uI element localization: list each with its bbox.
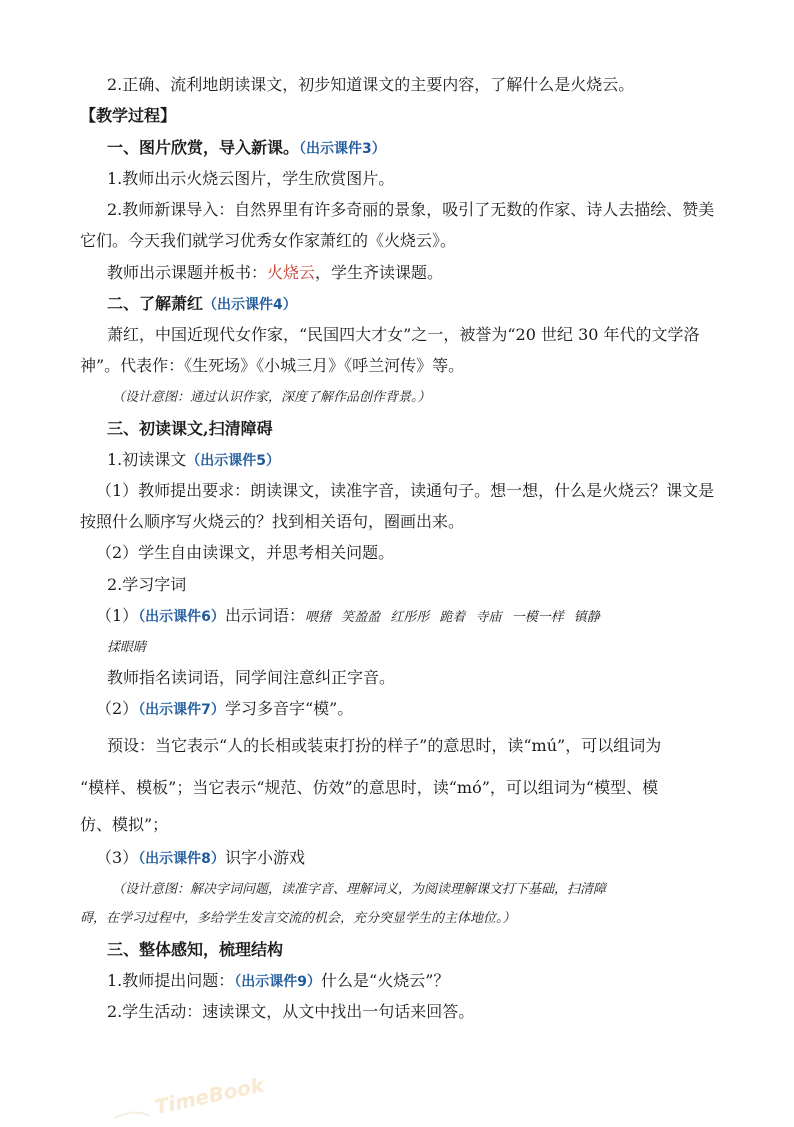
- part1-p1: 1.教师出示火烧云图片，学生欣赏图片。: [107, 169, 395, 188]
- game-line: [96, 847, 305, 870]
- part3-s1-line: [107, 449, 280, 472]
- part1-courseware-tag: （出示课件3）: [299, 141, 386, 157]
- words-list: 喂猪 笑盈盈 红彤彤 跪着 寺庙 一模一样 镇静: [304, 610, 600, 625]
- words-after: 教师指名读词语，同学间注意纠正字音。: [107, 668, 396, 687]
- part4-question-line: [107, 970, 449, 993]
- part3-design-note-1: （设计意图：解决字词问题，读准字音、理解词义，为阅读理解课文打下基础，扫清障: [112, 882, 607, 897]
- part1-heading: 一、图片欣赏，导入新课。: [107, 138, 300, 157]
- preset-line-1: 预设：当它表示“人的长相或装束打扮的样子”的意思时，读“mú”，可以组词为: [107, 736, 662, 755]
- part3-p1b: 按照什么顺序写火烧云的？找到相关语句，圈画出来。: [80, 512, 465, 531]
- part3-s1: 1.初读课文: [107, 450, 187, 469]
- part1-p3a: 教师出示课题并板书：: [107, 263, 268, 282]
- polyphone-text: 学习多音字“模”。: [224, 699, 354, 718]
- part4-heading: 三、整体感知，梳理结构: [107, 940, 284, 959]
- words-prefix: （1）: [96, 606, 139, 625]
- watermark-icon: [95, 1078, 295, 1123]
- part4-question-b: 什么是“火烧云”？: [321, 971, 450, 990]
- polyphone-prefix: （2）: [96, 699, 139, 718]
- part2-design-note: （设计意图：通过认识作家，深度了解作品创作背景。）: [112, 390, 431, 405]
- words-line: [96, 605, 600, 629]
- words-list-2: 揉眼睛: [107, 640, 147, 655]
- watermark-text: TimeBook: [152, 1078, 267, 1120]
- part1-heading-line: [107, 137, 386, 160]
- part2-heading-line: [107, 293, 297, 316]
- words-courseware-tag: （出示课件6）: [138, 609, 225, 625]
- part3-s2: 2.学习字词: [107, 575, 187, 594]
- part1-p3b: ，学生齐读课题。: [315, 263, 444, 282]
- objective-item-2: 2.正确、流利地朗读课文，初步知道课文的主要内容，了解什么是火烧云。: [107, 75, 635, 94]
- part1-p3: [107, 262, 443, 284]
- part1-p3-highlight: 火烧云: [267, 263, 316, 282]
- part4-activity: 2.学生活动：速读课文，从文中找出一句话来回答。: [107, 1002, 475, 1021]
- watermark-logo: [95, 1078, 295, 1123]
- part3-heading: 三、初读课文,扫清障碍: [107, 419, 273, 438]
- part3-design-note-2: 碍，在学习过程中，多给学生发言交流的机会，充分突显学生的主体地位。）: [80, 911, 516, 926]
- part1-p2b: 它们。今天我们就学习优秀女作家萧红的《火烧云》。: [80, 231, 457, 250]
- part2-p1a: 萧红，中国近现代女作家，“民国四大才女”之一，被誉为“20 世纪 30 年代的文学洛: [107, 325, 700, 344]
- words-label: 出示词语：: [224, 606, 305, 625]
- game-text: 识字小游戏: [224, 848, 305, 867]
- game-courseware-tag: （出示课件8）: [138, 851, 225, 867]
- process-title: 【教学过程】: [80, 106, 177, 125]
- part3-p2: （2）学生自由读课文，并思考相关问题。: [96, 543, 395, 562]
- part3-s1-tag: （出示课件5）: [186, 453, 281, 469]
- polyphone-courseware-tag: （出示课件7）: [138, 702, 225, 718]
- polyphone-line: [96, 698, 353, 721]
- part4-courseware-tag: （出示课件9）: [234, 974, 322, 990]
- part2-heading: 二、了解萧红: [107, 294, 204, 313]
- preset-line-2: “模样、模板”；当它表示“规范、仿效”的意思时，读“mó”，可以组词为“模型、模: [80, 778, 659, 797]
- game-prefix: （3）: [96, 848, 139, 867]
- part2-p1b: 神”。代表作：《生死场》《小城三月》《呼兰河传》等。: [80, 356, 465, 375]
- part3-p1a: （1）教师提出要求：朗读课文，读准字音，读通句子。想一想，什么是火烧云？课文是: [96, 481, 715, 500]
- part1-p2a: 2.教师新课导入：自然界里有许多奇丽的景象，吸引了无数的作家、诗人去描绘、赞美: [107, 200, 715, 219]
- preset-line-3: 仿、模拟”；: [80, 815, 169, 834]
- part4-question-a: 1.教师提出问题：: [107, 971, 235, 990]
- part2-courseware-tag: （出示课件4）: [203, 297, 297, 313]
